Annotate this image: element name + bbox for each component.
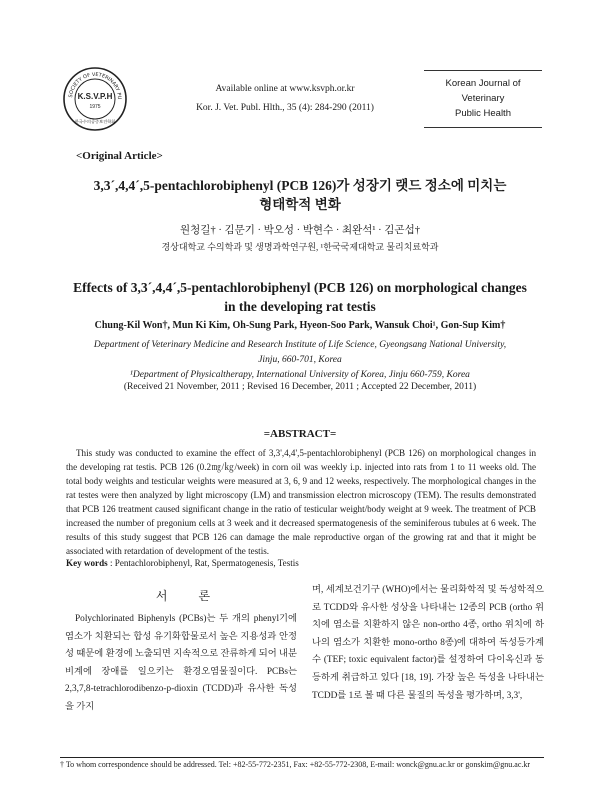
affiliation-line-2: Jinju, 660-701, Korea xyxy=(258,355,342,365)
korean-title-line-1: 3,3´,4,4´,5-pentachlorobiphenyl (PCB 126)가 성장기 랫드 정소에 미치는 xyxy=(93,178,507,193)
correspondence-footnote: † To whom correspondence should be addressed. Tel: +82-55-772-2351, Fax: +82-55-772-2308, E-mail: wonck@gnu.ac.kr or gonskim@gnu.ac.kr xyxy=(60,760,531,769)
english-title-line-1: Effects of 3,3´,4,4´,5-pentachlorobiphenyl (PCB 126) on morphological changes xyxy=(73,280,527,295)
footnote-divider xyxy=(60,757,544,758)
logo-year: 1975 xyxy=(89,104,101,110)
journal-name-box xyxy=(424,70,542,128)
introduction-heading: 서 론 xyxy=(155,589,225,603)
english-affiliation xyxy=(40,338,560,383)
abstract-text: This study was conducted to examine the effect of 3,3',4,4',5-pentachlorobiphenyl (PCB 126) on morphological changes in the developing rat testis. PCB 126 (0.2㎎/㎏/week) in corn oil was weekly i.p. injected into rats from 1 to 11 weeks old. The total body weights and testicular weights were measured at 3, 6, 9 and 12 weeks, respectively. The morphological changes in the rat testes were then analyzed by light microscopy (LM) and transmission electron microscopy (TEM). The results demonstrated that PCB 126 treatment caused significant change in the ratio of testicular weight/body weight at 9 week. The treatment of PCB increased the number of pregonium cells at 3 week and it decreased spermatogenesis of the seminiferous tubules at 6 week. The results of this study suggest that PCB 126 can damage the male reproductive organ of the growing rat and that it might be associated with retardation of development of the testis. xyxy=(66,448,536,556)
introduction-left-column: Polychlorinated Biphenyls (PCBs)는 두 개의 phenyl기에 염소가 치환되는 합성 유기화합물로서 높은 지용성과 안정성 때문에 환경에 노출되면 지속적으로 잔류하게 되어 내분비계에 장애를 일으키는 환경오염물질이다. PCBs는 2,3,7,8-tetrachlorodibenzo-p-dioxin (TCDD)과 유사한 독성을 가지 xyxy=(65,614,297,712)
affiliation-line-1: Department of Veterinary Medicine and Research Institute of Life Science, Gyeongsang National University, xyxy=(93,340,507,350)
korean-authors: 원청길† · 김문기 · 박오성 · 박현수 · 최완석¹ · 김곤섭† xyxy=(180,225,420,236)
korean-title-line-2: 형태학적 변화 xyxy=(259,197,341,212)
citation: Kor. J. Vet. Publ. Hlth., 35 (4): 284-290 (2011) xyxy=(196,103,374,113)
article-type: <Original Article> xyxy=(76,150,163,162)
journal-line-1: Korean Journal of xyxy=(445,78,521,89)
available-online: Available online at www.ksvph.or.kr xyxy=(215,84,355,94)
introduction-right-column: 며, 세계보건기구 (WHO)에서는 물리화학적 및 독성학적으로 TCDD와 유사한 성상을 나타내는 12종의 PCB (ortho 위치에 염소를 치환하지 않은 non-ortho 4종, ortho 위치에 하나의 염소가 치환한 mono-ortho 8종)에 대하여 독성등가계수 (TEF; toxic equivalent factor)를 설정하여 다이옥신과 동등하게 취급하고 있다 [18, 19]. 가장 높은 독성을 나타내는 TCDD를 1로 볼 때 다른 물질의 독성을 평가하며, 3,3', xyxy=(312,585,544,701)
journal-line-3: Public Health xyxy=(455,108,511,119)
korean-title xyxy=(60,176,540,214)
journal-citation-block xyxy=(150,82,420,120)
logo-center-text: K.S.V.P.H xyxy=(77,92,113,101)
english-title-line-2: in the developing rat testis xyxy=(224,299,376,314)
logo-ring-text: SOCIETY OF VETERINARY PU xyxy=(68,71,123,100)
keywords xyxy=(66,556,536,570)
received-dates: (Received 21 November, 2011 ; Revised 16 December, 2011 ; Accepted 22 December, 2011) xyxy=(123,382,477,392)
english-authors: Chung-Kil Won†, Mun Ki Kim, Oh-Sung Park, Hyeon-Soo Park, Wansuk Choi¹, Gon-Sup Kim† xyxy=(94,320,506,331)
abstract-heading: =ABSTRACT= xyxy=(263,428,337,440)
keywords-list: : Pentachlorobiphenyl, Rat, Spermatogenesis, Testis xyxy=(107,558,299,568)
korean-affiliation: 경상대학교 수의학과 및 생명과학연구원, ¹한국국제대학교 물리치료학과 xyxy=(161,242,439,252)
keywords-label: Key words xyxy=(66,558,108,568)
society-logo xyxy=(62,66,128,132)
journal-line-2: Veterinary xyxy=(461,93,505,104)
logo-bottom-text: 한국수의공중보건학회 xyxy=(74,119,116,124)
affiliation-line-3: ¹Department of Physicaltherapy, International University of Korea, Jinju 660-759, Korea xyxy=(130,370,470,380)
english-title xyxy=(50,278,550,316)
